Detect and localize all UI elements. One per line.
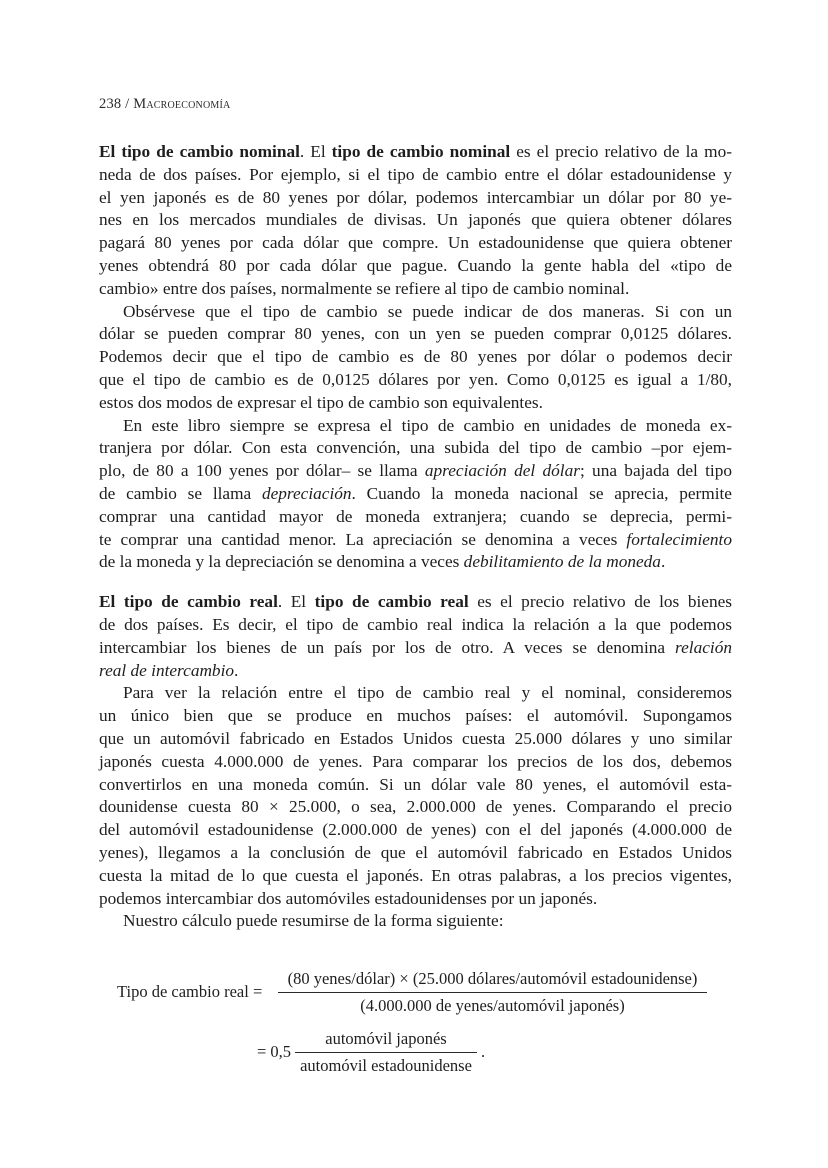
term-apreciacion: apreciación del dólar (424, 461, 580, 481)
text-line: el yen japonés es de 80 yenes por dólar, podemos intercambiar un dólar por 80 ye- (99, 187, 732, 207)
fraction-denominator: automóvil estadounidense (300, 1056, 472, 1075)
term-relacion-cont: real de intercambio (99, 660, 235, 680)
formula-real-exchange-rate (99, 0, 732, 1168)
term-relacion: relación (675, 637, 732, 657)
formula-lhs: Tipo de cambio real = (117, 982, 263, 1001)
formula-result-prefix: = 0,5 (257, 1042, 292, 1061)
text-line: de la moneda y la depreciación se denomina a veces debilitamiento de la moneda. (99, 552, 666, 572)
text-line: comprar una cantidad mayor de moneda extranjera; cuando se deprecia, permi- (99, 506, 732, 526)
text-line: convertirlos en una moneda común. Si un dólar vale 80 yenes, el automóvil esta- (99, 774, 732, 794)
text-line: Podemos decir que el tipo de cambio es de 80 yenes por dólar o podemos decir (99, 347, 732, 367)
text-line: cuesta la mitad de lo que cuesta el japonés. En otras palabras, a los precios vigentes, (99, 865, 732, 885)
text-line: dounidense cuesta 80 × 25.000, o sea, 2.000.000 de yenes. Comparando el precio (99, 797, 732, 817)
text-line: estos dos modos de expresar el tipo de cambio son equivalentes. (99, 392, 543, 412)
text-line: En este libro siempre se expresa el tipo de cambio en unidades de moneda ex- (123, 415, 732, 435)
text-line: del automóvil estadounidense (2.000.000 de yenes) con el del japonés (4.000.000 de (99, 820, 732, 840)
term-fortalecimiento: fortalecimiento (626, 529, 732, 549)
text-line: que un automóvil fabricado en Estados Unidos cuesta 25.000 dólares y uno similar (99, 728, 732, 748)
text-line: real de intercambio. (99, 660, 239, 680)
text-line: pagará 80 yenes por cada dólar que compre. Un estadounidense que quiera obtener (99, 233, 732, 253)
formula-fraction-1 (278, 969, 707, 1016)
formula-period: . (481, 1042, 486, 1061)
page-number: 238 (99, 96, 122, 112)
text-line: que el tipo de cambio es de 0,0125 dólares por yen. Como 0,0125 es igual a 1/80, (99, 369, 732, 389)
text-line: Obsérvese que el tipo de cambio se puede indicar de dos maneras. Si con un (123, 301, 732, 321)
text-line: te comprar una cantidad menor. La apreciación se denomina a veces fortalecimiento (99, 529, 732, 549)
fraction-denominator: (4.000.000 de yenes/automóvil japonés) (360, 996, 625, 1015)
term-debilitamiento: debilitamiento de la moneda (463, 552, 661, 572)
text-line: neda de dos países. Por ejemplo, si el tipo de cambio entre el dólar estadounidense y (99, 164, 732, 184)
term-depreciacion: depreciación (261, 483, 352, 503)
text-line: plo, de 80 a 100 yenes por dólar– se llama apreciación del dólar; una bajada del tipo (99, 461, 732, 481)
text-line: Nuestro cálculo puede resumirse de la forma siguiente: (123, 911, 504, 931)
text-line: intercambiar los bienes de un país por los de otro. A veces se denomina relación (99, 637, 732, 657)
text-line: El tipo de cambio real. El tipo de cambio real es el precio relativo de los bienes (99, 592, 732, 612)
text-line: cambio» entre dos países, normalmente se refiere al tipo de cambio nominal. (99, 278, 630, 298)
text-line: podemos intercambiar dos automóviles estadounidenses por un japonés. (99, 888, 598, 908)
fraction-numerator: (80 yenes/dólar) × (25.000 dólares/automóvil estadounidense) (287, 969, 698, 988)
text-line: nes en los mercados mundiales de divisas. Un japonés que quiera obtener dólares (99, 210, 732, 230)
text-line: yenes), llegamos a la conclusión de que el automóvil fabricado en Estados Unidos (99, 842, 732, 862)
text-line: Para ver la relación entre el tipo de cambio real y el nominal, consideremos (123, 683, 732, 703)
text-line: El tipo de cambio nominal. El tipo de cambio nominal es el precio relativo de la mo- (99, 142, 732, 161)
book-title: Macroeconomía (133, 96, 231, 112)
header-separator: / (121, 96, 134, 112)
text-line: dólar se pueden comprar 80 yenes, con un yen se pueden comprar 0,0125 dólares. (99, 324, 732, 344)
text-line: yenes obtendrá 80 por cada dólar que pague. Cuando la gente habla del «tipo de (99, 255, 732, 275)
text-line: un único bien que se produce en muchos países: el automóvil. Supongamos (99, 706, 732, 726)
text-line: de cambio se llama depreciación. Cuando la moneda nacional se aprecia, permite (99, 483, 732, 503)
term-real: tipo de cambio real (314, 592, 469, 612)
term-nominal: tipo de cambio nominal (331, 142, 511, 161)
text-line: japonés cuesta 4.000.000 de yenes. Para comparar los precios de los dos, debemos (99, 751, 732, 771)
section-heading-nominal: El tipo de cambio nominal (99, 142, 300, 161)
text-line: tranjera por dólar. Con esta convención, una subida del tipo de cambio –por ejem- (99, 438, 732, 458)
formula-fraction-2 (295, 1029, 477, 1076)
text-line: de dos países. Es decir, el tipo de cambio real indica la relación a la que podemos (99, 614, 732, 634)
section-heading-real: El tipo de cambio real (99, 592, 278, 612)
fraction-numerator: automóvil japonés (325, 1029, 447, 1048)
